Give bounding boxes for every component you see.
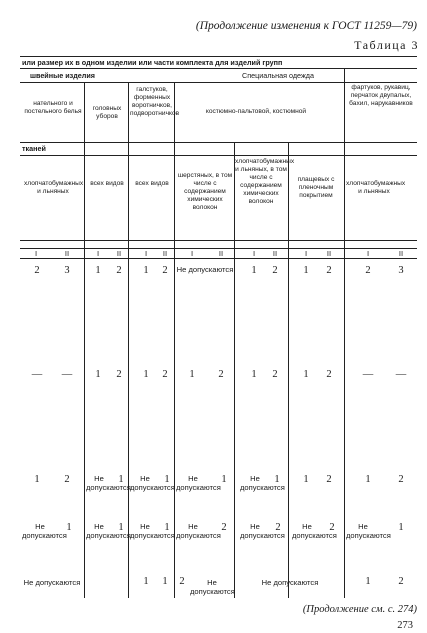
table-cell: — [61, 369, 73, 380]
grade-label: II [162, 249, 168, 258]
table-cell: 2 [398, 474, 404, 485]
fabric-header-6: плащевых с пленочным покрытием [297, 176, 335, 199]
grade-label: I [144, 249, 148, 258]
table-cell: Не допускаются [23, 578, 81, 587]
col-line [234, 142, 235, 598]
caption-rule [20, 68, 417, 69]
table-cell: — [395, 369, 407, 380]
product-rule [20, 142, 417, 143]
table-cell: Не допускаются [22, 522, 67, 541]
table-cell: 1 [95, 369, 101, 380]
table-label: Таблица 3 [354, 38, 419, 52]
fabric-header-1: хлопчатобумажных и льняных [24, 180, 84, 195]
table-top-caption: или размер их в одном изделии или части комплекта для изделий групп [22, 58, 283, 67]
grade-label: II [326, 249, 332, 258]
table-cell: 2 [326, 474, 332, 485]
table-cell: 3 [398, 265, 404, 276]
col-line [128, 82, 129, 598]
col-line [344, 68, 345, 598]
table-cell: Не допускаются [292, 522, 337, 541]
table-cell: 1 [365, 474, 371, 485]
page-number: 273 [397, 620, 413, 631]
table-cell: Не допускаются [346, 522, 391, 541]
table-cell: 1 [66, 522, 72, 533]
table-cell: 1 [118, 522, 124, 533]
product-header-aprons: фартуков, рукавиц, перчаток двупалых, бахил, нарукавников [349, 84, 413, 107]
grade-label: I [34, 249, 38, 258]
table-cell: 2 [272, 265, 278, 276]
table-cell: 2 [179, 576, 185, 587]
fabrics-label: тканей [22, 144, 46, 153]
table-cell: 1 [398, 522, 404, 533]
table-cell: Не допускаются [130, 522, 175, 541]
table-top-rule [20, 56, 417, 57]
fabric-header-5: хлопчатобумажных и льняных, в том числе с содержанием химических волокон [235, 158, 295, 205]
fabric-header-4: шерстяных, в том числе с содержанием химических волокон [177, 172, 233, 211]
group-right-label: Специальная одежда [242, 71, 314, 80]
grade-label: II [64, 249, 70, 258]
table-cell: — [31, 369, 43, 380]
table-cell: Не допускаются [176, 265, 234, 274]
table-cell: 2 [326, 265, 332, 276]
table-cell: Не допускаются [86, 474, 131, 493]
table-cell: Не допускаются [176, 522, 221, 541]
table-cell: Не допускаются [176, 474, 221, 493]
table-cell: 1 [274, 474, 280, 485]
table-cell: 3 [64, 265, 70, 276]
grade-label: I [96, 249, 100, 258]
table-cell: Не допускаются [261, 578, 319, 587]
table-cell: Не допускаются [130, 474, 175, 493]
group-left-label: швейные изделия [30, 71, 95, 80]
grade-label: II [116, 249, 122, 258]
table-cell: 2 [218, 369, 224, 380]
table-cell: 1 [251, 369, 257, 380]
grade-label: I [190, 249, 194, 258]
grade-label: I [304, 249, 308, 258]
table-cell: 2 [398, 576, 404, 587]
grade-label: II [398, 249, 404, 258]
table-cell: 2 [275, 522, 281, 533]
table-cell: — [362, 369, 374, 380]
table-cell: 1 [164, 474, 170, 485]
table-cell: 1 [221, 474, 227, 485]
footer-continuation: (Продолжение см. с. 274) [302, 604, 417, 615]
table-cell: 1 [118, 474, 124, 485]
table-cell: Не допускаются [190, 578, 235, 597]
table-cell: 2 [162, 265, 168, 276]
col-line [84, 82, 85, 598]
product-header-suits: костюмно-пальтовой, костюмной [205, 108, 307, 115]
table-cell: 2 [64, 474, 70, 485]
table-cell: 2 [221, 522, 227, 533]
table-cell: Не допускаются [86, 522, 131, 541]
header-continuation: (Продолжение изменения к ГОСТ 11259—79) [195, 20, 417, 32]
table-cell: 2 [329, 522, 335, 533]
fabric-header-2: всех видов [90, 180, 124, 187]
table-cell: 1 [303, 265, 309, 276]
table-cell: 1 [303, 369, 309, 380]
grade-label: II [218, 249, 224, 258]
table-cell: 1 [34, 474, 40, 485]
grade-label: I [252, 249, 256, 258]
table-cell: 2 [116, 369, 122, 380]
table-cell: 1 [303, 474, 309, 485]
col-line [288, 142, 289, 598]
table-cell: 2 [162, 369, 168, 380]
product-header-ties: галстуков, форменных воротничков, подворотничков [130, 86, 180, 117]
table-cell: 1 [143, 265, 149, 276]
header-bottom-rule [20, 240, 417, 241]
fabric-header-3: всех видов [135, 180, 169, 187]
table-cell: 2 [272, 369, 278, 380]
grade-label: I [366, 249, 370, 258]
product-header-hats: головных уборов [92, 105, 122, 120]
table-cell: 1 [143, 576, 149, 587]
fabrics-rule [20, 155, 417, 156]
fabric-header-7: хлопчатобумажных и льняных [346, 180, 406, 195]
table-cell: 2 [326, 369, 332, 380]
product-header-underwear: нательного и постельного белья [24, 100, 82, 115]
table-cell: 2 [365, 265, 371, 276]
table-cell: 1 [365, 576, 371, 587]
table-cell: Не допускаются [240, 522, 285, 541]
table-cell: 1 [95, 265, 101, 276]
table-cell: 1 [164, 522, 170, 533]
table-cell: 1 [162, 576, 168, 587]
table-cell: 1 [143, 369, 149, 380]
table-cell: 2 [34, 265, 40, 276]
grade-label: II [272, 249, 278, 258]
table-cell: Не допускаются [240, 474, 285, 493]
table-cell: 1 [189, 369, 195, 380]
table-cell: 1 [251, 265, 257, 276]
col-line [174, 82, 175, 598]
group-rule [20, 82, 417, 83]
table-cell: 2 [116, 265, 122, 276]
